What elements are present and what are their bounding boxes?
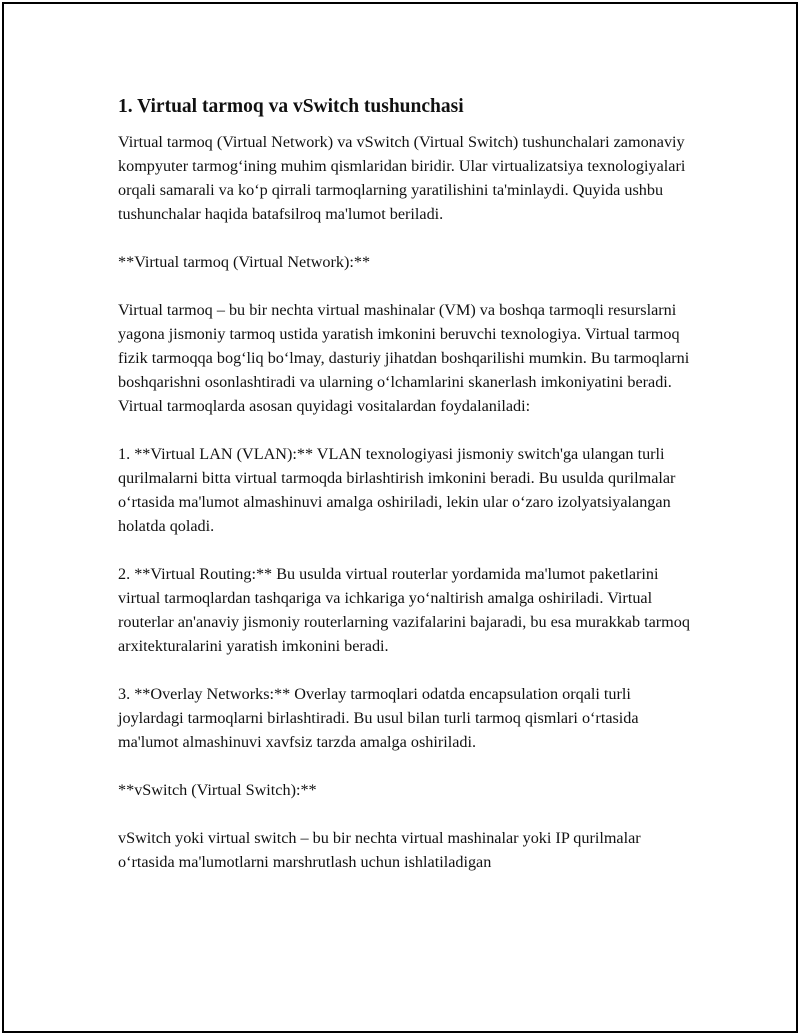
overlay-networks-paragraph: 3. **Overlay Networks:** Overlay tarmoqlari odatda encapsulation orqali turli joylardagi tarmoqlarni birlashtiradi. Bu usul bilan turli tarmoq qismlari o‘rtasida ma'lumot almashinuvi xavfsiz tarzda amalga oshiriladi. (118, 685, 639, 751)
intro-paragraph: Virtual tarmoq (Virtual Network) va vSwitch (Virtual Switch) tushunchalari zamonaviy kompyuter tarmog‘ining muhim qismlaridan biridir. Ular virtualizatsiya texnologiyalari orqali samarali va ko‘p qirrali tarmoqlarning yaratilishini ta'minlaydi. Quyida ushbu tushunchalar haqida batafsilroq ma'lumot beriladi. (118, 133, 686, 223)
document-body (118, 94, 698, 898)
virtual-network-paragraph: Virtual tarmoq – bu bir nechta virtual mashinalar (VM) va boshqa tarmoqli resurslarni yagona jismoniy tarmoq ustida yaratish imkonini beruvchi texnologiya. Virtual tarmoq fizik tarmoqqa bog‘liq bo‘lmay, dasturiy jihatdan boshqarilishi mumkin. Bu tarmoqlarni boshqarishni osonlashtiradi va ularning o‘lchamlarini skanerlash imkoniyatini beradi. Virtual tarmoqlarda asosan quyidagi vositalardan foydalaniladi: (118, 301, 690, 415)
section-heading: 1. Virtual tarmoq va vSwitch tushunchasi (118, 96, 464, 117)
vswitch-subheading: **vSwitch (Virtual Switch):** (118, 781, 317, 799)
virtual-routing-paragraph: 2. **Virtual Routing:** Bu usulda virtual routerlar yordamida ma'lumot paketlarini virtual tarmoqlardan tashqariga va ichkariga yo‘naltirish amalga oshiriladi. Virtual routerlar an'anaviy jismoniy routerlarning vazifalarini bajaradi, bu esa murakkab tarmoq arxitekturalarini yaratish imkonini beradi. (118, 565, 690, 655)
vlan-paragraph: 1. **Virtual LAN (VLAN):** VLAN texnologiyasi jismoniy switch'ga ulangan turli qurilmalarni bitta virtual tarmoqda birlashtirish imkonini beradi. Bu usulda qurilmalar o‘rtasida ma'lumot almashinuvi amalga oshiriladi, lekin ular o‘zaro izolyatsiyalangan holatda qoladi. (118, 445, 676, 535)
virtual-network-subheading: **Virtual tarmoq (Virtual Network):** (118, 253, 371, 271)
vswitch-paragraph: vSwitch yoki virtual switch – bu bir nechta virtual mashinalar yoki IP qurilmalar o‘rtasida ma'lumotlarni marshrutlash uchun ishlatiladigan (118, 829, 641, 871)
